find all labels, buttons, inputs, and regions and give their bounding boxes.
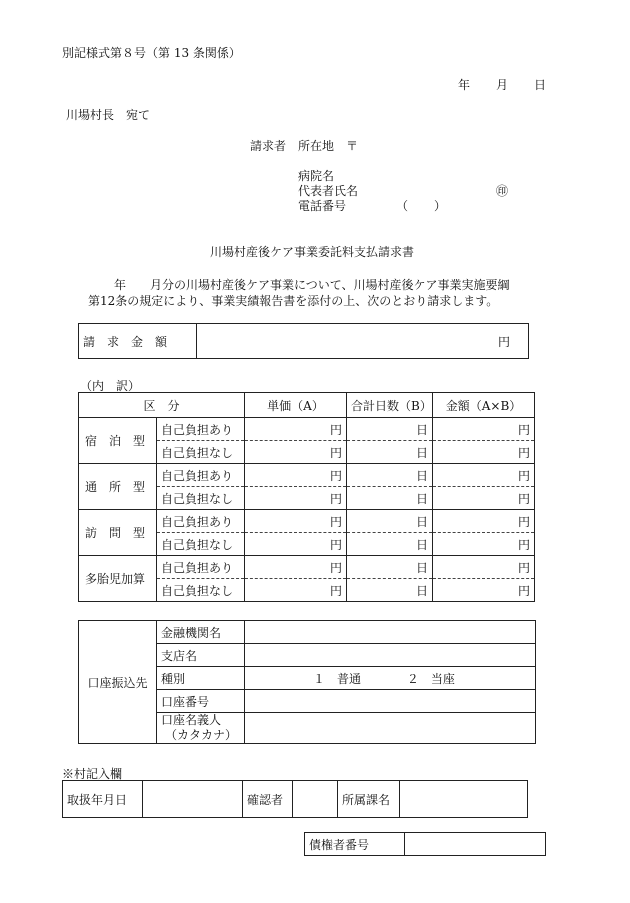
unit-price-cell[interactable]: 円 [245, 556, 347, 579]
account-type-label: 種別 [157, 667, 245, 690]
sub-with-copay: 自己負担あり [157, 556, 245, 579]
breakdown-table [78, 392, 535, 602]
header-total-days: 合計日数（B） [347, 393, 433, 418]
bank-name-input[interactable] [245, 621, 536, 644]
amount-cell[interactable]: 円 [433, 487, 535, 510]
sub-with-copay: 自己負担あり [157, 510, 245, 533]
representative-label: 代表者氏名 [298, 184, 359, 198]
sub-with-copay: 自己負担あり [157, 418, 245, 441]
sub-without-copay: 自己負担なし [157, 487, 245, 510]
category-label: 訪 問 型 [79, 510, 157, 556]
amount-cell[interactable]: 円 [433, 579, 535, 602]
seal-mark-icon: ㊞ [496, 184, 509, 198]
unit-price-cell[interactable]: 円 [245, 441, 347, 464]
account-holder-input[interactable] [245, 713, 536, 744]
department-input[interactable] [400, 781, 528, 818]
body-line-1: 年 月分の川場村産後ケア事業について、川場村産後ケア事業実施要綱 [114, 278, 510, 292]
unit-price-cell[interactable]: 円 [245, 418, 347, 441]
type-option-current[interactable]: ２ 当座 [406, 671, 455, 686]
addressee: 川場村長 宛て [66, 108, 151, 122]
branch-name-input[interactable] [245, 644, 536, 667]
hospital-label: 病院名 [298, 169, 335, 183]
account-type-options[interactable] [245, 667, 536, 690]
date-day-label: 日 [534, 78, 547, 92]
requester-label: 請求者 [250, 139, 287, 153]
handling-date-label: 取扱年月日 [63, 781, 143, 818]
days-cell[interactable]: 日 [347, 579, 433, 602]
unit-price-cell[interactable]: 円 [245, 579, 347, 602]
account-number-label: 口座番号 [157, 690, 245, 713]
category-label: 宿 泊 型 [79, 418, 157, 464]
address-label: 所在地 〒 [298, 139, 359, 153]
type-option-ordinary[interactable]: １ 普通 [313, 671, 362, 686]
days-cell[interactable]: 日 [347, 487, 433, 510]
phone-paren-close: ） [434, 199, 447, 213]
bank-section-label: 口座振込先 [79, 621, 157, 744]
days-cell[interactable]: 日 [347, 556, 433, 579]
amount-cell[interactable]: 円 [433, 510, 535, 533]
bank-table [78, 620, 536, 744]
phone-paren-open: （ [396, 199, 409, 213]
village-table [62, 780, 528, 818]
confirmer-input[interactable] [293, 781, 338, 818]
bank-name-label: 金融機関名 [157, 621, 245, 644]
days-cell[interactable]: 日 [347, 418, 433, 441]
days-cell[interactable]: 日 [347, 510, 433, 533]
category-label: 通 所 型 [79, 464, 157, 510]
creditor-number-label: 債権者番号 [305, 833, 405, 856]
amount-cell[interactable]: 円 [433, 533, 535, 556]
phone-label: 電話番号 [298, 199, 347, 213]
days-cell[interactable]: 日 [347, 441, 433, 464]
form-number: 別記様式第８号（第 13 条関係） [62, 46, 241, 60]
handling-date-input[interactable] [143, 781, 243, 818]
date-month-label: 月 [496, 78, 509, 92]
sub-without-copay: 自己負担なし [157, 579, 245, 602]
amount-table [78, 323, 529, 359]
sub-with-copay: 自己負担あり [157, 464, 245, 487]
unit-price-cell[interactable]: 円 [245, 487, 347, 510]
amount-cell[interactable]: 円 [433, 441, 535, 464]
branch-name-label: 支店名 [157, 644, 245, 667]
header-amount: 金額（A×B） [433, 393, 535, 418]
creditor-table [304, 832, 546, 856]
account-holder-note: （カタカナ） [165, 728, 238, 742]
creditor-number-input[interactable] [405, 833, 546, 856]
village-caption: ※村記入欄 [62, 767, 123, 781]
breakdown-caption: （内 訳） [80, 379, 141, 393]
date-year-label: 年 [458, 78, 471, 92]
confirmer-label: 確認者 [243, 781, 293, 818]
body-line-2: 第12条の規定により、事業実績報告書を添付の上、次のとおり請求します。 [88, 294, 499, 308]
amount-input[interactable]: 円 [197, 324, 529, 359]
amount-cell[interactable]: 円 [433, 464, 535, 487]
amount-cell[interactable]: 円 [433, 556, 535, 579]
unit-price-cell[interactable]: 円 [245, 464, 347, 487]
days-cell[interactable]: 日 [347, 464, 433, 487]
unit-price-cell[interactable]: 円 [245, 533, 347, 556]
header-unit-price: 単価（A） [245, 393, 347, 418]
account-holder-label-text: 口座名義人 [161, 713, 222, 727]
account-holder-label [157, 713, 245, 744]
unit-price-cell[interactable]: 円 [245, 510, 347, 533]
amount-cell[interactable]: 円 [433, 418, 535, 441]
category-label: 多胎児加算 [79, 556, 157, 602]
amount-label: 請 求 金 額 [79, 324, 197, 359]
account-number-input[interactable] [245, 690, 536, 713]
department-label: 所属課名 [338, 781, 400, 818]
days-cell[interactable]: 日 [347, 533, 433, 556]
header-category: 区 分 [79, 393, 245, 418]
sub-without-copay: 自己負担なし [157, 533, 245, 556]
document-title: 川場村産後ケア事業委託料支払請求書 [210, 245, 415, 259]
sub-without-copay: 自己負担なし [157, 441, 245, 464]
